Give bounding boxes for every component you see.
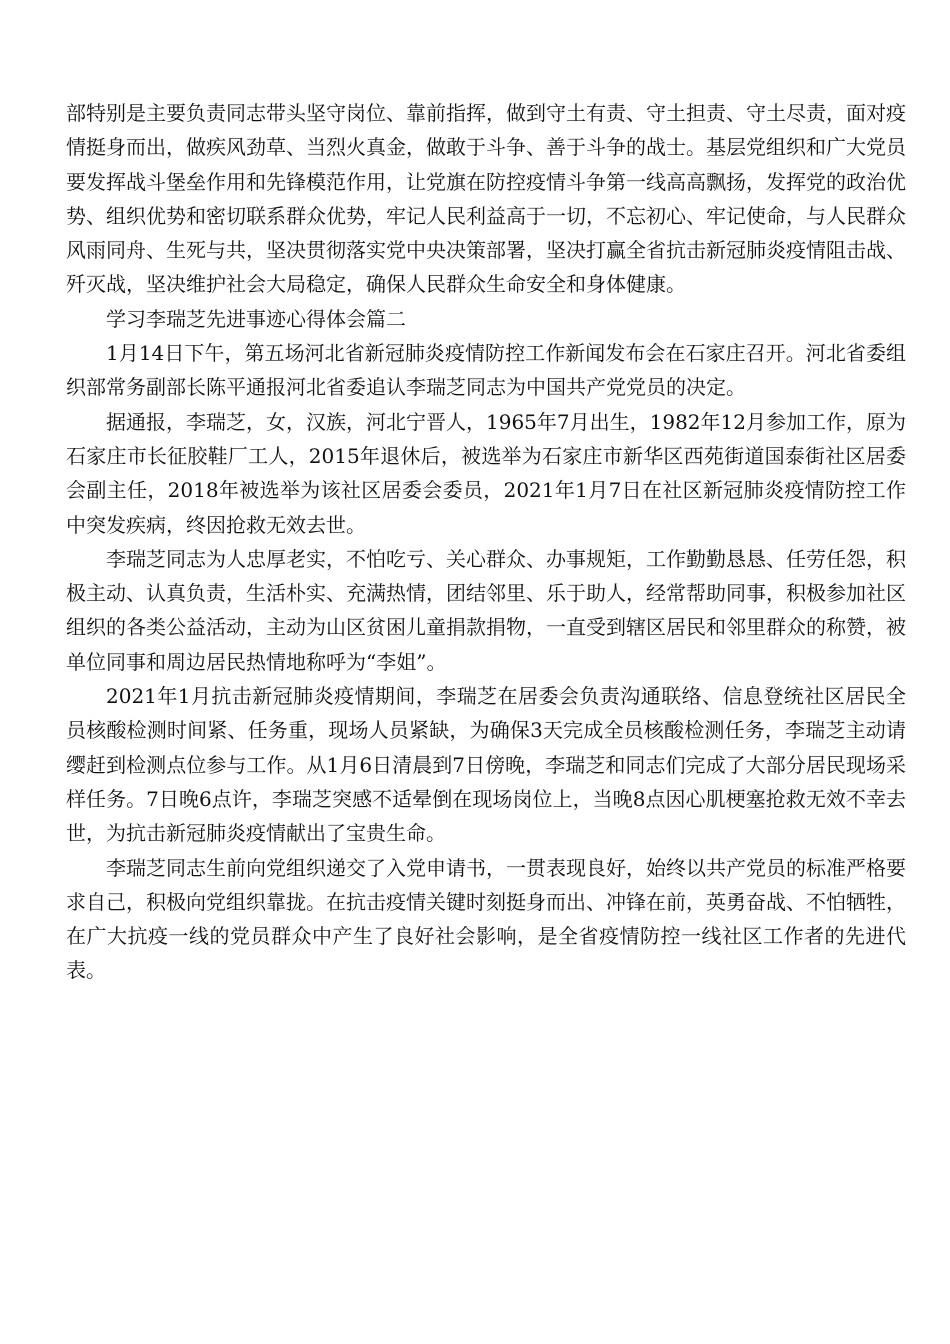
paragraph-press-conference: 1月14日下午，第五场河北省新冠肺炎疫情防控工作新闻发布会在石家庄召开。河北省委组织部常务副部长陈平通报河北省委追认李瑞芝同志为中国共产党党员的决定。 <box>66 341 906 400</box>
paragraph-pandemic-work: 2021年1月抗击新冠肺炎疫情期间，李瑞芝在居委会负责沟通联络、信息登统社区居民全员核酸检测时间紧、任务重，现场人员紧缺，为确保3天完成全员核酸检测任务，李瑞芝主动请缨赶到检测点位参与工作。从1月6日清晨到7日傍晚，李瑞芝和同志们完成了大部分居民现场采样任务。7日晚6点许，李瑞芝突感不适晕倒在现场岗位上，当晚8点因心肌梗塞抢救无效不幸去世，为抗击新冠肺炎疫情献出了宝贵生命。 <box>66 684 906 846</box>
section-heading: 学习李瑞芝先进事迹心得体会篇二 <box>106 306 406 331</box>
paragraph-party-application: 李瑞芝同志生前向党组织递交了入党申请书，一贯表现良好，始终以共产党员的标准严格要求自己，积极向党组织靠拢。在抗击疫情关键时刻挺身而出、冲锋在前，英勇奋战、不怕牺牲，在广大抗疫一线的党员群众中产生了良好社会影响，是全省疫情防控一线社区工作者的先进代表。 <box>66 855 906 983</box>
paragraph-continued: 部特别是主要负责同志带头坚守岗位、靠前指挥，做到守土有责、守土担责、守土尽责，面对疫情挺身而出，做疾风劲草、当烈火真金，做敢于斗争、善于斗争的战士。基层党组织和广大党员要发挥战斗堡垒作用和先锋模范作用，让党旗在防控疫情斗争第一线高高飘扬，发挥党的政治优势、组织优势和密切联系群众优势，牢记人民利益高于一切，不忘初心、牢记使命，与人民群众风雨同舟、生死与共，坚决贯彻落实党中央决策部署，坚决打赢全省抗击新冠肺炎疫情阻击战、歼灭战，坚决维护社会大局稳定，确保人民群众生命安全和身体健康。 <box>66 101 906 297</box>
document-body <box>66 96 906 988</box>
paragraph-biography: 据通报，李瑞芝，女，汉族，河北宁晋人，1965年7月出生，1982年12月参加工作，原为石家庄市长征胶鞋厂工人，2015年退休后，被选举为石家庄市新华区西苑街道国泰街社区居委会副主任，2018年被选举为该社区居委会委员，2021年1月7日在社区新冠肺炎疫情防控工作中突发疾病，终因抢救无效去世。 <box>66 409 906 537</box>
paragraph-character: 李瑞芝同志为人忠厚老实，不怕吃亏、关心群众、办事规矩，工作勤勤恳恳、任劳任怨，积极主动、认真负责，生活朴实、充满热情，团结邻里、乐于助人，经常帮助同事，积极参加社区组织的各类公益活动，主动为山区贫困儿童捐款捐物，一直受到辖区居民和邻里群众的称赞，被单位同事和周边居民热情地称呼为“李姐”。 <box>66 546 906 674</box>
